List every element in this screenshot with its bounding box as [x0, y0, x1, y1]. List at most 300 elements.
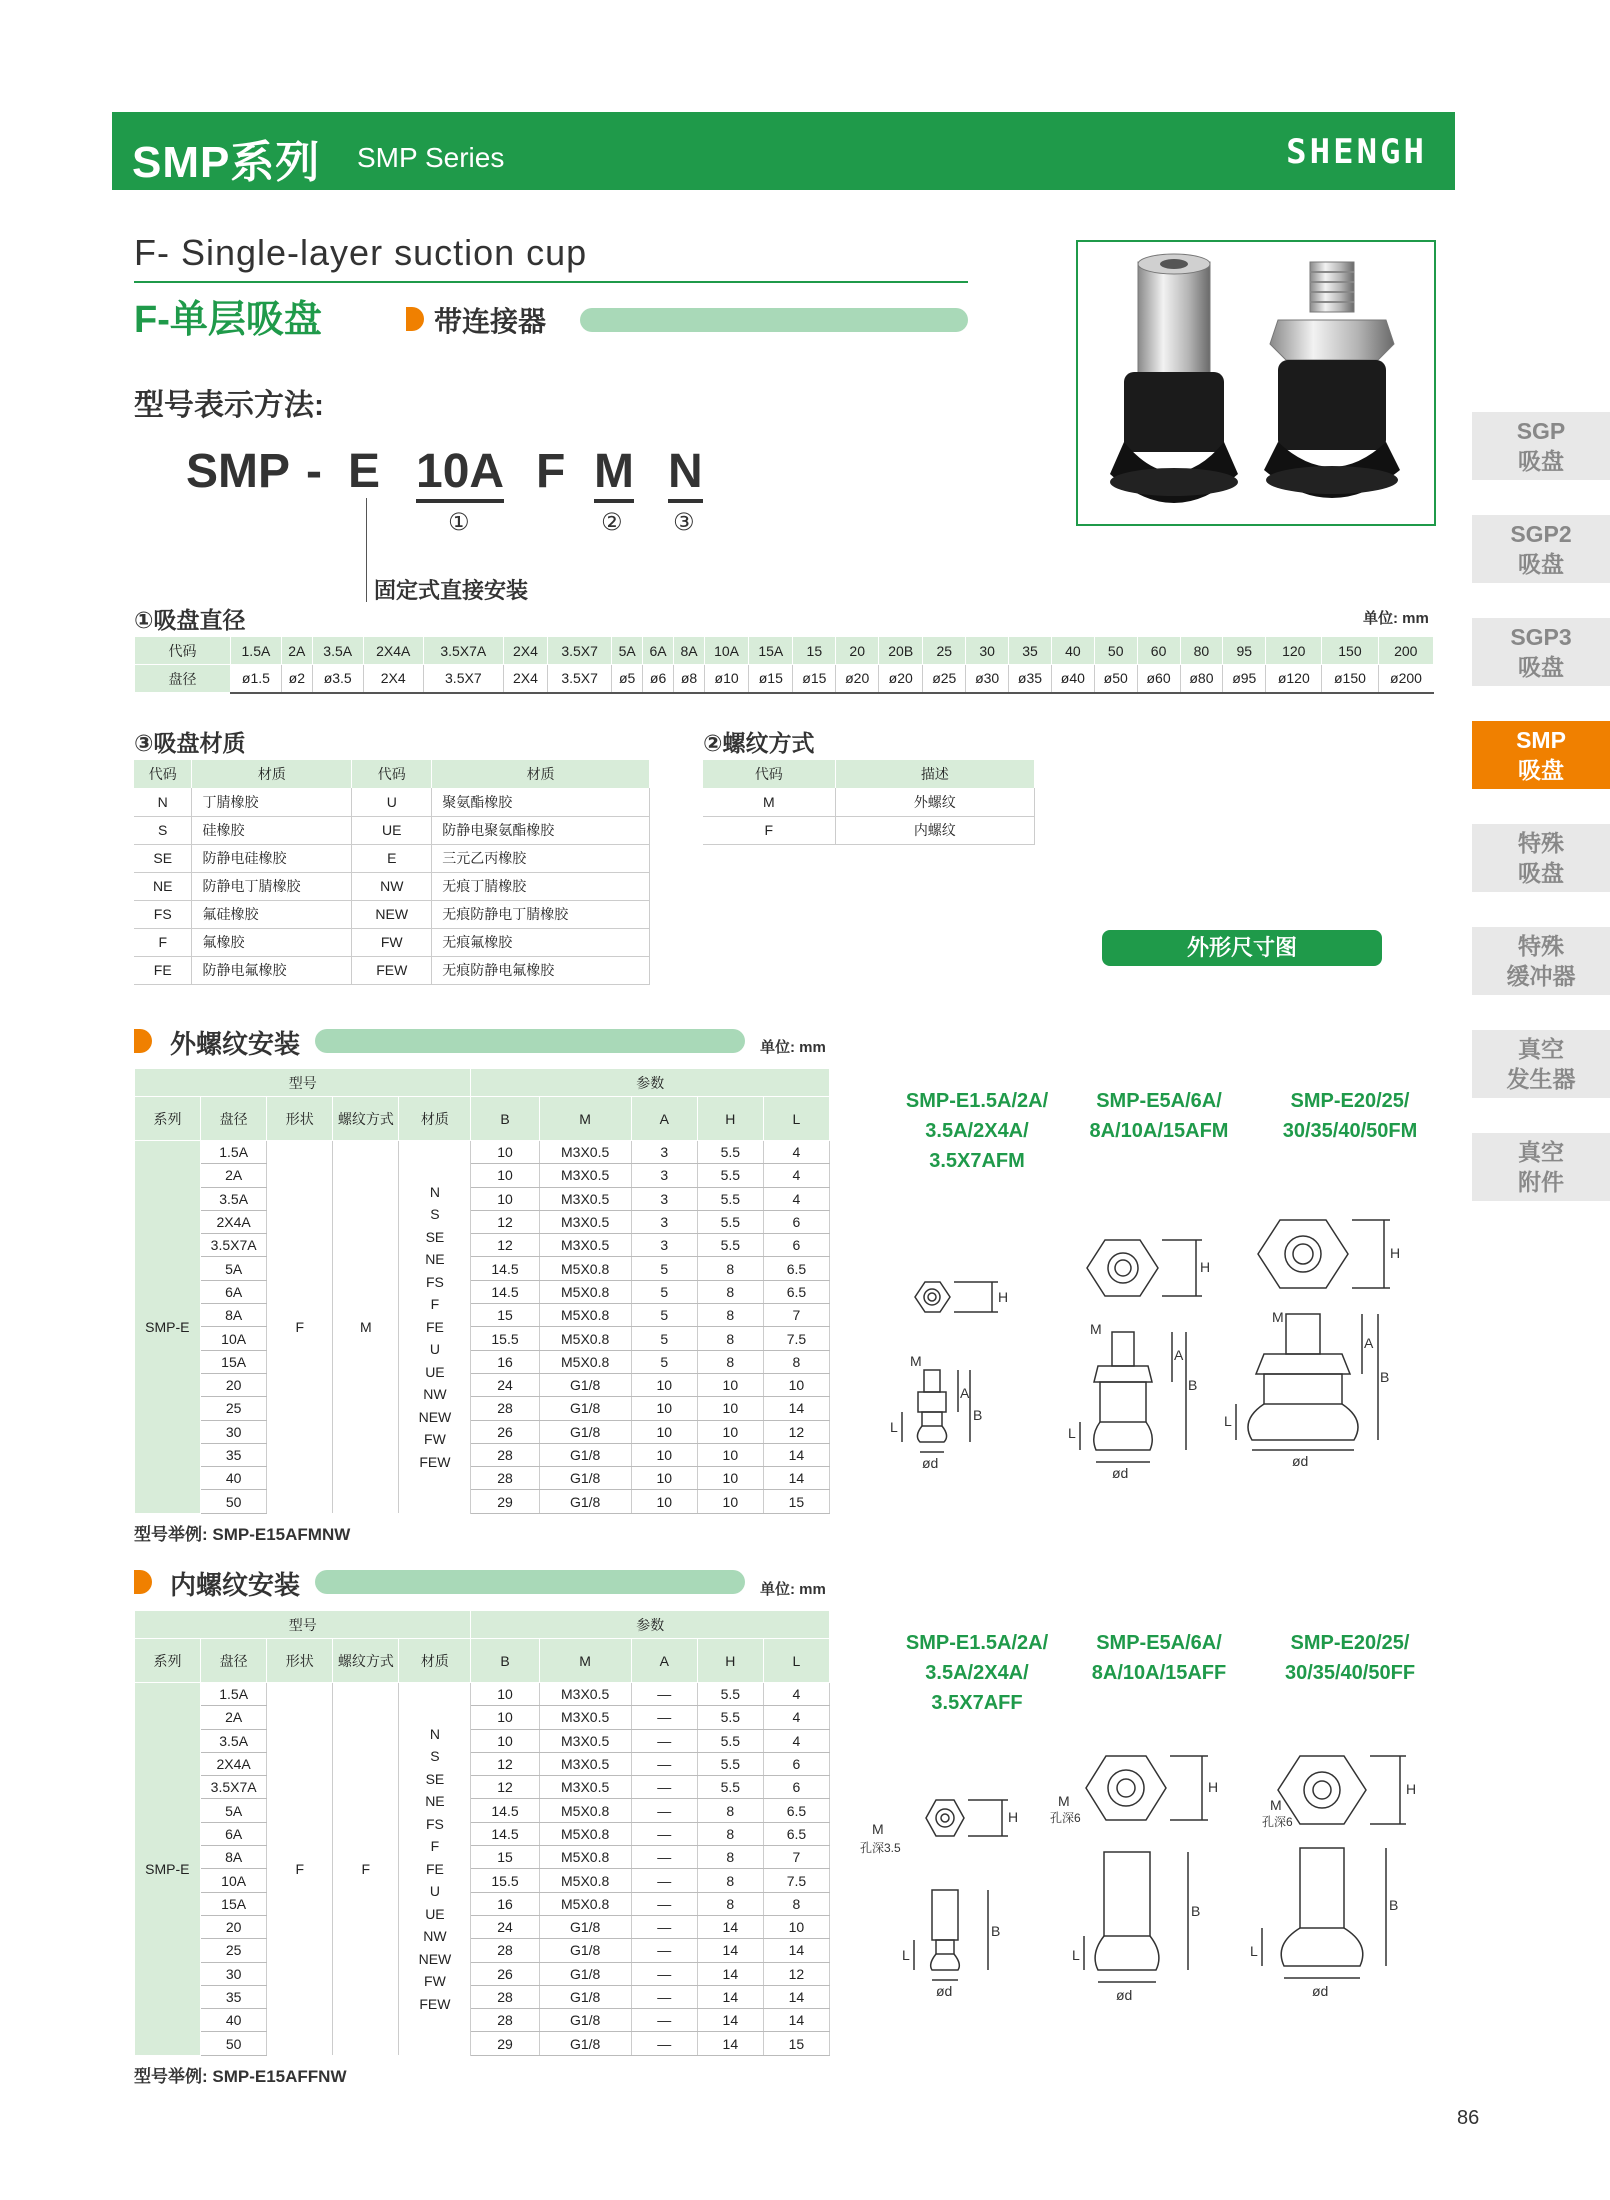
- param-cell: 5: [631, 1350, 697, 1373]
- table-row: [135, 1846, 830, 1869]
- diameter-code: 8A: [674, 637, 705, 665]
- external-drawings: [880, 1210, 1440, 1500]
- param-cell: 10: [697, 1420, 763, 1443]
- sidebar-item-sgp3[interactable]: SGP3 吸盘: [1472, 618, 1610, 686]
- section-bar: [315, 1570, 745, 1594]
- hole-depth-1: 孔深3.5: [860, 1841, 901, 1855]
- diameter-value: ø60: [1137, 665, 1180, 693]
- label-h: H: [1406, 1781, 1417, 1797]
- diameter-value: ø6: [643, 665, 674, 693]
- diameter-value: 2X4: [503, 665, 547, 693]
- group-header-model: 型号: [135, 1611, 471, 1639]
- label-od: ød: [936, 1983, 953, 1999]
- material-cell: 氟橡胶: [192, 928, 352, 956]
- diameter-cell: 20: [201, 1373, 267, 1396]
- param-cell: 16: [471, 1350, 539, 1373]
- diameter-code: 60: [1137, 637, 1180, 665]
- param-cell: G1/8: [539, 1420, 631, 1443]
- param-cell: 14.5: [471, 1257, 539, 1280]
- param-cell: M3X0.5: [539, 1729, 631, 1752]
- product-title-en: F- Single-layer suction cup: [134, 232, 588, 273]
- table-row: [135, 2009, 830, 2032]
- diameter-cell: 40: [201, 2009, 267, 2032]
- material-cell: 防静电硅橡胶: [192, 844, 352, 872]
- code-part-smp: SMP: [186, 445, 291, 498]
- param-cell: 8: [697, 1822, 763, 1845]
- label-m: M: [1090, 1321, 1102, 1337]
- table-row: [135, 1776, 830, 1799]
- material-row: [134, 844, 650, 872]
- internal-heading: 内螺纹安装: [170, 1570, 301, 1600]
- param-cell: 5.5: [697, 1187, 763, 1210]
- thread-header: 描述: [835, 760, 1034, 788]
- label-l: L: [902, 1947, 910, 1963]
- param-cell: 4: [763, 1187, 829, 1210]
- param-cell: 4: [763, 1729, 829, 1752]
- param-cell: 24: [471, 1915, 539, 1938]
- diameter-table: [134, 636, 1434, 694]
- sidebar-item-smp[interactable]: SMP 吸盘: [1472, 721, 1610, 789]
- spec-header: 螺纹方式: [333, 1097, 399, 1141]
- param-cell: 14: [763, 1443, 829, 1466]
- material-cell: FEW: [352, 956, 432, 984]
- dimension-drawing-button[interactable]: 外形尺寸图: [1102, 930, 1382, 966]
- material-cell: 氟硅橡胶: [192, 900, 352, 928]
- diameter-cell: 2X4A: [201, 1210, 267, 1233]
- param-cell: 5.5: [697, 1164, 763, 1187]
- table-row: [135, 1234, 830, 1257]
- param-cell: M3X0.5: [539, 1187, 631, 1210]
- param-cell: 3: [631, 1234, 697, 1257]
- param-cell: M5X0.8: [539, 1799, 631, 1822]
- diameter-cell: 50: [201, 1490, 267, 1513]
- internal-unit: 单位: mm: [760, 1581, 826, 1598]
- material-cell: 防静电丁腈橡胶: [192, 872, 352, 900]
- sidebar-item-sgp2[interactable]: SGP2 吸盘: [1472, 515, 1610, 583]
- param-cell: 5.5: [697, 1683, 763, 1706]
- brand-logo: SHENGH: [1286, 132, 1427, 172]
- diameter-cell: 25: [201, 1939, 267, 1962]
- diameter-cell: 30: [201, 1962, 267, 1985]
- param-cell: M5X0.8: [539, 1822, 631, 1845]
- param-cell: 8: [697, 1327, 763, 1350]
- thread-cell: M: [333, 1141, 399, 1514]
- param-cell: M3X0.5: [539, 1683, 631, 1706]
- spec-header: B: [471, 1639, 539, 1683]
- label-l: L: [1250, 1943, 1258, 1959]
- diameter-value: ø50: [1094, 665, 1137, 693]
- material-cell: S: [134, 816, 192, 844]
- table-row: [135, 1729, 830, 1752]
- param-cell: 7.5: [763, 1869, 829, 1892]
- material-cell: 防静电氟橡胶: [192, 956, 352, 984]
- diameter-value: ø3.5: [312, 665, 363, 693]
- diameter-code: 200: [1378, 637, 1433, 665]
- diameter-code: 2A: [281, 637, 312, 665]
- material-cell: 无痕防静电丁腈橡胶: [432, 900, 650, 928]
- label-b: B: [973, 1407, 983, 1423]
- diameter-value: ø5: [612, 665, 643, 693]
- param-cell: 15: [763, 2032, 829, 2055]
- internal-example: 型号举例: SMP-E15AFFNW: [134, 2067, 347, 2086]
- thread-row: [703, 816, 1035, 844]
- diameter-value: ø200: [1378, 665, 1433, 693]
- material-cell: NE: [134, 872, 192, 900]
- table-row: [135, 1373, 830, 1396]
- param-cell: 12: [763, 1420, 829, 1443]
- table-row: [135, 1985, 830, 2008]
- diameter-code: 15: [793, 637, 836, 665]
- connector-line: [366, 498, 367, 602]
- table-row: [135, 1752, 830, 1775]
- thread-heading: ②螺纹方式: [703, 730, 815, 756]
- table-row: [135, 1869, 830, 1892]
- param-cell: G1/8: [539, 1397, 631, 1420]
- param-cell: G1/8: [539, 1467, 631, 1490]
- diameter-value: ø10: [704, 665, 748, 693]
- param-cell: 28: [471, 1985, 539, 2008]
- thread-cell: F: [703, 816, 835, 844]
- thread-cell: F: [333, 1683, 399, 2056]
- table-row: [135, 1939, 830, 1962]
- series-cell: SMP-E: [135, 1141, 201, 1514]
- param-cell: 8: [763, 1350, 829, 1373]
- param-cell: 4: [763, 1706, 829, 1729]
- thread-cell: M: [703, 788, 835, 816]
- diameter-cell: 8A: [201, 1846, 267, 1869]
- code-part-e: E: [348, 445, 381, 498]
- diameter-value: ø15: [793, 665, 836, 693]
- param-cell: 10: [697, 1397, 763, 1420]
- param-cell: 14.5: [471, 1799, 539, 1822]
- table-row: [135, 1683, 830, 1706]
- row-label-diameter: 盘径: [135, 665, 231, 693]
- param-cell: 14: [697, 2009, 763, 2032]
- param-cell: 7.5: [763, 1327, 829, 1350]
- material-cell: 无痕防静电氟橡胶: [432, 956, 650, 984]
- param-cell: —: [631, 1846, 697, 1869]
- param-cell: M3X0.5: [539, 1141, 631, 1164]
- label-h: H: [1390, 1245, 1401, 1261]
- material-cell: 防静电聚氨酯橡胶: [432, 816, 650, 844]
- param-cell: 4: [763, 1164, 829, 1187]
- material-cell: N: [134, 788, 192, 816]
- external-unit: 单位: mm: [760, 1039, 826, 1056]
- param-cell: 5.5: [697, 1141, 763, 1164]
- param-cell: 6: [763, 1776, 829, 1799]
- spec-header: H: [697, 1097, 763, 1141]
- param-cell: —: [631, 1683, 697, 1706]
- param-cell: 14: [763, 1397, 829, 1420]
- diameter-code: 5A: [612, 637, 643, 665]
- thread-row: [703, 788, 1035, 816]
- diameter-cell: 3.5X7A: [201, 1234, 267, 1257]
- param-cell: 10: [471, 1729, 539, 1752]
- sidebar-item-special-cup[interactable]: 特殊 吸盘: [1472, 824, 1610, 892]
- table-row: [135, 1443, 830, 1466]
- table-row: [135, 2032, 830, 2055]
- diameter-cell: 35: [201, 1443, 267, 1466]
- diameter-cell: 3.5A: [201, 1187, 267, 1210]
- material-cell: 硅橡胶: [192, 816, 352, 844]
- material-header: 材质: [192, 760, 352, 788]
- param-cell: 8: [697, 1280, 763, 1303]
- param-cell: 10: [631, 1420, 697, 1443]
- sidebar-item-vacuum-generator[interactable]: 真空 发生器: [1472, 1030, 1610, 1098]
- diameter-code: 1.5A: [231, 637, 282, 665]
- spec-header: B: [471, 1097, 539, 1141]
- material-row: [134, 900, 650, 928]
- diameter-code: 2X4: [503, 637, 547, 665]
- table-row: [135, 1327, 830, 1350]
- param-cell: 28: [471, 1939, 539, 1962]
- label-m: M: [1058, 1793, 1070, 1809]
- diameter-value: ø40: [1051, 665, 1094, 693]
- param-cell: 26: [471, 1962, 539, 1985]
- diameter-cell: 6A: [201, 1280, 267, 1303]
- material-cell: FW: [352, 928, 432, 956]
- param-cell: 14: [697, 1939, 763, 1962]
- external-heading: 外螺纹安装: [170, 1029, 301, 1059]
- diameter-code: 80: [1180, 637, 1223, 665]
- param-cell: 5: [631, 1280, 697, 1303]
- diameter-cell: 10A: [201, 1869, 267, 1892]
- diameter-cell: 15A: [201, 1350, 267, 1373]
- row-label-code: 代码: [135, 637, 231, 665]
- material-header: 材质: [432, 760, 650, 788]
- diameter-value: ø20: [879, 665, 923, 693]
- diameter-cell: 30: [201, 1420, 267, 1443]
- thread-table: [703, 760, 1035, 845]
- param-cell: 3: [631, 1141, 697, 1164]
- param-cell: —: [631, 1706, 697, 1729]
- param-cell: 5: [631, 1327, 697, 1350]
- param-cell: 12: [471, 1776, 539, 1799]
- param-cell: 10: [631, 1490, 697, 1513]
- diameter-code: 20: [836, 637, 879, 665]
- spec-header: 盘径: [201, 1639, 267, 1683]
- material-cell: FS: [134, 900, 192, 928]
- drawing-title-ext-2: SMP-E5A/6A/ 8A/10A/15AFM: [1089, 1090, 1229, 1142]
- diameter-cell: 10A: [201, 1327, 267, 1350]
- diameter-cell: 8A: [201, 1304, 267, 1327]
- label-od: ød: [922, 1455, 939, 1471]
- param-cell: M5X0.8: [539, 1257, 631, 1280]
- diameter-code: 150: [1322, 637, 1378, 665]
- param-cell: 10: [471, 1187, 539, 1210]
- param-cell: 29: [471, 1490, 539, 1513]
- label-l: L: [1068, 1425, 1076, 1441]
- label-od: ød: [1112, 1465, 1129, 1481]
- param-cell: M5X0.8: [539, 1846, 631, 1869]
- diameter-cell: 5A: [201, 1257, 267, 1280]
- code-part-f: F: [536, 445, 566, 498]
- label-b: B: [1389, 1897, 1399, 1913]
- diameter-code: 30: [966, 637, 1009, 665]
- label-od: ød: [1292, 1453, 1309, 1469]
- param-cell: 5.5: [697, 1752, 763, 1775]
- diameter-code: 3.5A: [312, 637, 363, 665]
- param-cell: 5: [631, 1304, 697, 1327]
- spec-header: 系列: [135, 1097, 201, 1141]
- param-cell: 15: [471, 1846, 539, 1869]
- table-row: [135, 1397, 830, 1420]
- drawing-title-int-2: SMP-E5A/6A/ 8A/10A/15AFF: [1091, 1632, 1227, 1684]
- param-cell: G1/8: [539, 2032, 631, 2055]
- shape-cell: F: [267, 1683, 333, 2056]
- param-cell: 15.5: [471, 1327, 539, 1350]
- diameter-code: 6A: [643, 637, 674, 665]
- material-cell: N S SE NE FS F FE U UE NW NEW FW FEW: [399, 1141, 471, 1514]
- param-cell: 8: [697, 1846, 763, 1869]
- code-part-thread: M: [594, 444, 634, 503]
- param-cell: 10: [631, 1397, 697, 1420]
- param-cell: G1/8: [539, 2009, 631, 2032]
- param-cell: 14.5: [471, 1822, 539, 1845]
- param-cell: 10: [631, 1443, 697, 1466]
- param-cell: 8: [697, 1257, 763, 1280]
- material-row: [134, 928, 650, 956]
- param-cell: 4: [763, 1141, 829, 1164]
- material-cell: U: [352, 788, 432, 816]
- series-cell: SMP-E: [135, 1683, 201, 2056]
- param-cell: —: [631, 1752, 697, 1775]
- param-cell: G1/8: [539, 1373, 631, 1396]
- material-heading: ③吸盘材质: [134, 730, 246, 756]
- diameter-code: 35: [1009, 637, 1052, 665]
- material-cell: 聚氨酯橡胶: [432, 788, 650, 816]
- title-divider: [134, 281, 968, 283]
- param-cell: 14: [697, 1962, 763, 1985]
- material-row: [134, 816, 650, 844]
- diameter-unit: 单位: mm: [1363, 610, 1429, 627]
- param-cell: 16: [471, 1892, 539, 1915]
- param-cell: M5X0.8: [539, 1892, 631, 1915]
- page-number: 86: [1457, 2107, 1480, 2129]
- param-cell: 10: [697, 1443, 763, 1466]
- param-cell: 5: [631, 1257, 697, 1280]
- label-m: M: [910, 1353, 922, 1369]
- hole-depth-2: 孔深6: [1050, 1811, 1081, 1825]
- material-table: [134, 760, 650, 985]
- param-cell: 10: [471, 1164, 539, 1187]
- param-cell: 12: [471, 1210, 539, 1233]
- param-cell: 14: [763, 1985, 829, 2008]
- internal-drawings: [858, 1740, 1440, 2030]
- spec-header: 形状: [267, 1097, 333, 1141]
- param-cell: 12: [471, 1752, 539, 1775]
- material-row: [134, 956, 650, 984]
- diameter-code: 2X4A: [363, 637, 423, 665]
- param-cell: —: [631, 1962, 697, 1985]
- external-example: 型号举例: SMP-E15AFMNW: [134, 1525, 351, 1544]
- sidebar-item-special-buffer[interactable]: 特殊 缓冲器: [1472, 927, 1610, 995]
- label-h: H: [998, 1289, 1009, 1305]
- sidebar-item-sgp[interactable]: SGP 吸盘: [1472, 412, 1610, 480]
- material-cell: 无痕氟橡胶: [432, 928, 650, 956]
- param-cell: 14: [697, 2032, 763, 2055]
- label-l: L: [1072, 1947, 1080, 1963]
- spec-header: H: [697, 1639, 763, 1683]
- param-cell: 14: [697, 1985, 763, 2008]
- material-cell: SE: [134, 844, 192, 872]
- sidebar-item-vacuum-accessory[interactable]: 真空 附件: [1472, 1133, 1610, 1201]
- param-cell: 10: [697, 1490, 763, 1513]
- diameter-value: ø2: [281, 665, 312, 693]
- table-row: [135, 1467, 830, 1490]
- diameter-cell: 6A: [201, 1822, 267, 1845]
- diameter-cell: 3.5A: [201, 1729, 267, 1752]
- param-cell: 15: [471, 1304, 539, 1327]
- param-cell: 6: [763, 1234, 829, 1257]
- param-cell: 12: [471, 1234, 539, 1257]
- param-cell: M3X0.5: [539, 1776, 631, 1799]
- param-cell: 8: [697, 1799, 763, 1822]
- product-photo: [1076, 240, 1436, 526]
- param-cell: 5.5: [697, 1776, 763, 1799]
- param-cell: G1/8: [539, 1962, 631, 1985]
- group-header-params: 参数: [471, 1611, 830, 1639]
- param-cell: 15.5: [471, 1869, 539, 1892]
- label-a: A: [960, 1385, 970, 1401]
- code-part-diameter: 10A: [416, 444, 504, 503]
- param-cell: 15: [763, 1490, 829, 1513]
- spec-header: L: [763, 1097, 829, 1141]
- param-cell: 6.5: [763, 1257, 829, 1280]
- diameter-value: ø150: [1322, 665, 1378, 693]
- diameter-code: 50: [1094, 637, 1137, 665]
- param-cell: 10: [697, 1467, 763, 1490]
- param-cell: —: [631, 1776, 697, 1799]
- param-cell: 14.5: [471, 1280, 539, 1303]
- param-cell: 28: [471, 1397, 539, 1420]
- table-row: [135, 1350, 830, 1373]
- param-cell: 4: [763, 1683, 829, 1706]
- fixed-mount-note: 固定式直接安装: [374, 578, 529, 603]
- material-cell: F: [134, 928, 192, 956]
- param-cell: 26: [471, 1420, 539, 1443]
- diameter-value: ø1.5: [231, 665, 282, 693]
- diameter-value: 3.5X7: [423, 665, 503, 693]
- param-cell: —: [631, 1822, 697, 1845]
- spec-header: 形状: [267, 1639, 333, 1683]
- param-cell: 10: [631, 1373, 697, 1396]
- diameter-code: 3.5X7: [548, 637, 612, 665]
- param-cell: 10: [471, 1141, 539, 1164]
- shape-cell: F: [267, 1141, 333, 1514]
- param-cell: —: [631, 1729, 697, 1752]
- mark-1: ①: [448, 509, 470, 536]
- material-cell: NEW: [352, 900, 432, 928]
- table-row: [135, 1280, 830, 1303]
- param-cell: M3X0.5: [539, 1752, 631, 1775]
- param-cell: 28: [471, 2009, 539, 2032]
- header-subtitle: SMP Series: [357, 142, 505, 173]
- param-cell: 28: [471, 1443, 539, 1466]
- table-row: [135, 1164, 830, 1187]
- param-cell: 5.5: [697, 1234, 763, 1257]
- param-cell: M3X0.5: [539, 1706, 631, 1729]
- param-cell: 10: [471, 1706, 539, 1729]
- thread-cell: 内螺纹: [835, 816, 1034, 844]
- label-h: H: [1008, 1809, 1019, 1825]
- diameter-code: 25: [923, 637, 966, 665]
- label-m: M: [1272, 1309, 1284, 1325]
- param-cell: 6.5: [763, 1822, 829, 1845]
- param-cell: 5.5: [697, 1729, 763, 1752]
- table-row: [135, 1257, 830, 1280]
- label-l: L: [890, 1419, 898, 1435]
